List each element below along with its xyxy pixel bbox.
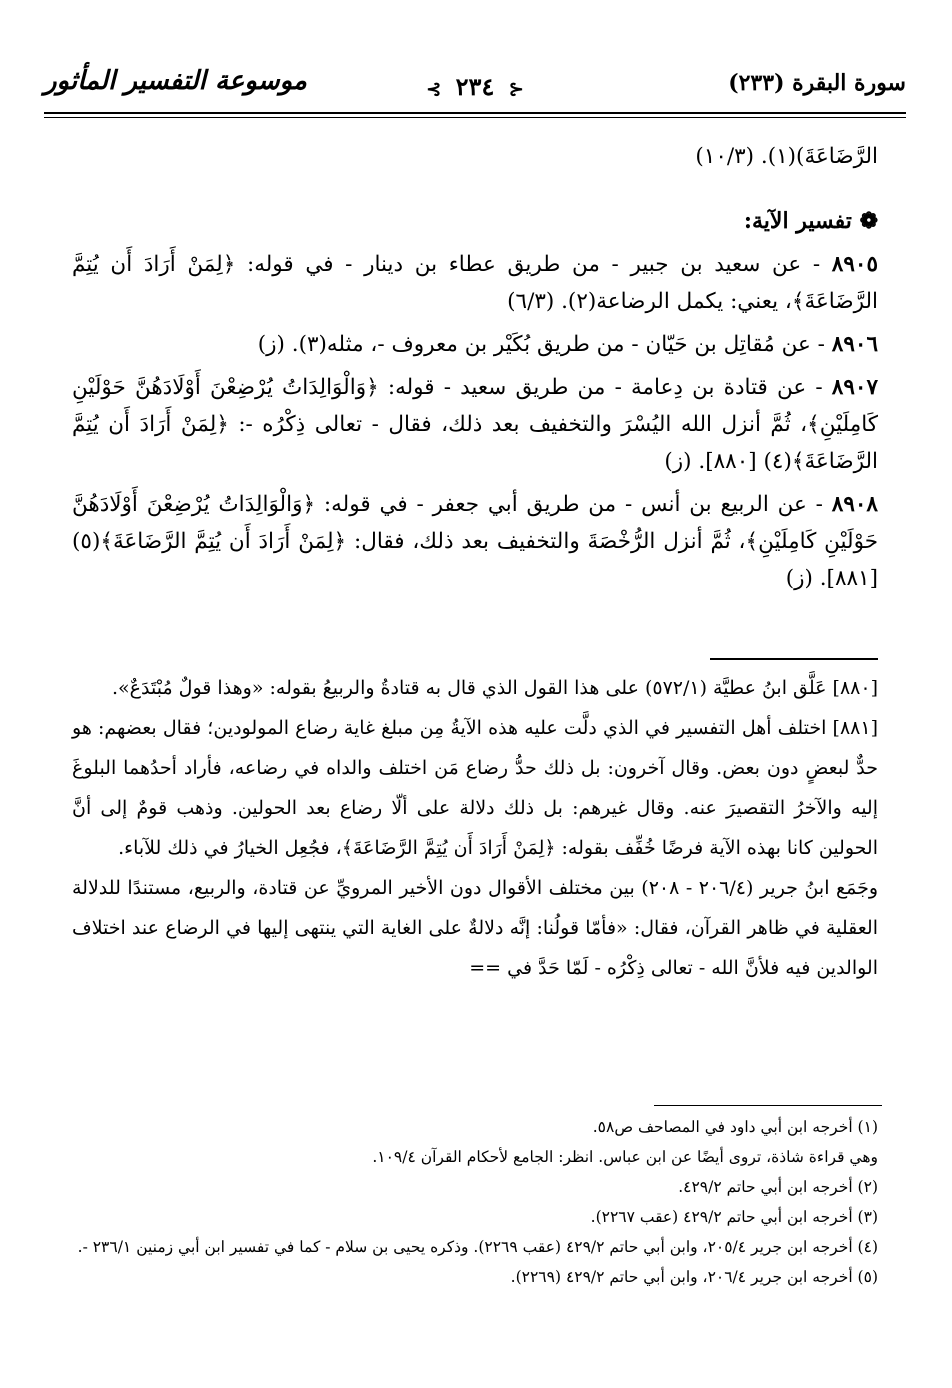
footnote-separator — [654, 1105, 882, 1106]
note-880: [٨٨٠] عَلَّق ابنُ عطيَّة (٥٧٢/١) على هذا القول الذي قال به قتادةُ والربيعُ بقوله: «وهذا قولٌ مُبْتَدَعٌ». — [112, 677, 878, 699]
entry-8908 — [72, 486, 878, 597]
footnote-4: (٤) أخرجه ابن جرير ٢٠٥/٤، وابن أبي حاتم ٤٢٩/٢ (عقب ٢٢٦٩). وذكره يحيى بن سلام - كما في تفسير ابن أبي زمنين ٢٣٦/١ -. — [77, 1238, 878, 1256]
section-heading: ❁ تفسير الآية: — [743, 208, 878, 234]
entry-8907 — [72, 369, 878, 480]
notes-separator — [710, 658, 878, 660]
entry-text: - عن قتادة بن دِعامة - من طريق سعيد - قوله: ﴿وَالْوَالِدَاتُ يُرْضِعْنَ أَوْلَادَهُنَّ حَوْلَيْنِ كَامِلَيْنِ﴾، ثُمَّ أنزل الله اليُسْرَ والتخفيف بعد ذلك، فقال - تعالى ذِكْرُه -: ﴿لِمَنْ أَرَادَ أَن يُتِمَّ الرَّضَاعَةَ﴾(٤) [٨٨٠]. (ز) — [72, 375, 878, 474]
header-rule-thin — [44, 117, 906, 118]
flower-icon: ❁ — [859, 208, 878, 234]
entry-number: ٨٩٠٦ — [831, 332, 878, 357]
footnote-1: (١) أخرجه ابن أبي داود في المصاحف ص٥٨. — [592, 1118, 878, 1136]
main-text — [72, 138, 878, 597]
entry-8906 — [72, 326, 878, 363]
entry-text: - عن مُقاتِل بن حَيّان - من طريق بُكَيْر بن معروف -، مثله(٣). (ز) — [257, 332, 825, 357]
surah-reference: سورة البقرة (٢٣٣) — [728, 70, 906, 96]
commentary-notes — [72, 668, 878, 988]
footnote-3: (٣) أخرجه ابن أبي حاتم ٤٢٩/٢ (عقب ٢٢٦٧). — [590, 1208, 878, 1226]
entry-number: ٨٩٠٨ — [831, 492, 878, 517]
footnote-2: (٢) أخرجه ابن أبي حاتم ٤٢٩/٢. — [678, 1178, 878, 1196]
ornament-icon: ⊱ — [508, 79, 524, 100]
footnotes — [72, 1112, 878, 1292]
carryover-line: الرَّضَاعَةَ)(١). (١٠/٣) — [695, 144, 878, 169]
entry-8905 — [72, 246, 878, 320]
entry-text: - عن الربيع بن أنس - من طريق أبي جعفر - في قوله: ﴿وَالْوَالِدَاتُ يُرْضِعْنَ أَوْلَادَهُنَّ حَوْلَيْنِ كَامِلَيْنِ﴾، ثُمَّ أنزل الرُّخْصَةَ والتخفيف بعد ذلك، فقال: ﴿لِمَنْ أَرَادَ أَن يُتِمَّ الرَّضَاعَةَ﴾(٥) [٨٨١]. (ز) — [72, 492, 878, 591]
entry-number: ٨٩٠٧ — [831, 375, 878, 400]
page-number: ٢٣٤ — [455, 72, 495, 101]
note-881: [٨٨١] اختلف أهل التفسير في الذي دلَّت عليه هذه الآيةُ مِن مبلغ غاية رضاع المولودين؛ فقال بعضهم: هو حدٌّ لبعضٍ دون بعض. وقال آخرون: بل ذلك حدُّ رضاع مَن اختلف والداه في رضاعه، فأراد أحدُهما البلوغَ إليه والآخرُ التقصيرَ عنه. وقال غيرهم: بل ذلك دلالة على ألّا رضاع بعد الحولين. وذهب قومٌ إلى أنَّ الحولين كانا بهذه الآية فرضًا خُفِّف بقوله: ﴿لِمَنْ أَرَادَ أَن يُتِمَّ الرَّضَاعَةَ﴾، فجُعِل الخيارُ في ذلك للآباء. — [72, 717, 878, 859]
footnote-1b: وهي قراءة شاذة، تروى أيضًا عن ابن عباس. انظر: الجامع لأحكام القرآن ١٠٩/٤. — [372, 1148, 878, 1166]
note-881-continued: وجَمَع ابنُ جرير (٢٠٦/٤ - ٢٠٨) بين مختلف الأقوال دون الأخير المرويِّ عن قتادة، والربيع، مستندًا للدلالة العقلية في ظاهر القرآن، فقال: «فأمّا قولُنا: إنَّه دلالةٌ على الغاية التي ينتهى إليها في الرضاع عند اختلاف الوالدين فيه فلأنَّ الله - تعالى ذِكْرُه - لَمّا حَدَّ في == — [72, 877, 879, 979]
entry-text: - عن سعيد بن جبير - من طريق عطاء بن دينار - في قوله: ﴿لِمَنْ أَرَادَ أَن يُتِمَّ الرَّضَاعَةَ﴾، يعني: يكمل الرضاعة(٢). (٦/٣) — [72, 252, 878, 314]
running-header — [44, 60, 906, 106]
footnote-5: (٥) أخرجه ابن جرير ٢٠٦/٤، وابن أبي حاتم ٤٢٩/٢ (٢٢٦٩). — [510, 1268, 878, 1286]
ornament-icon: ⊰ — [426, 79, 442, 100]
book-title: موسوعة التفسير المأثور — [44, 66, 307, 96]
header-rule — [44, 112, 906, 114]
entry-number: ٨٩٠٥ — [831, 252, 878, 277]
